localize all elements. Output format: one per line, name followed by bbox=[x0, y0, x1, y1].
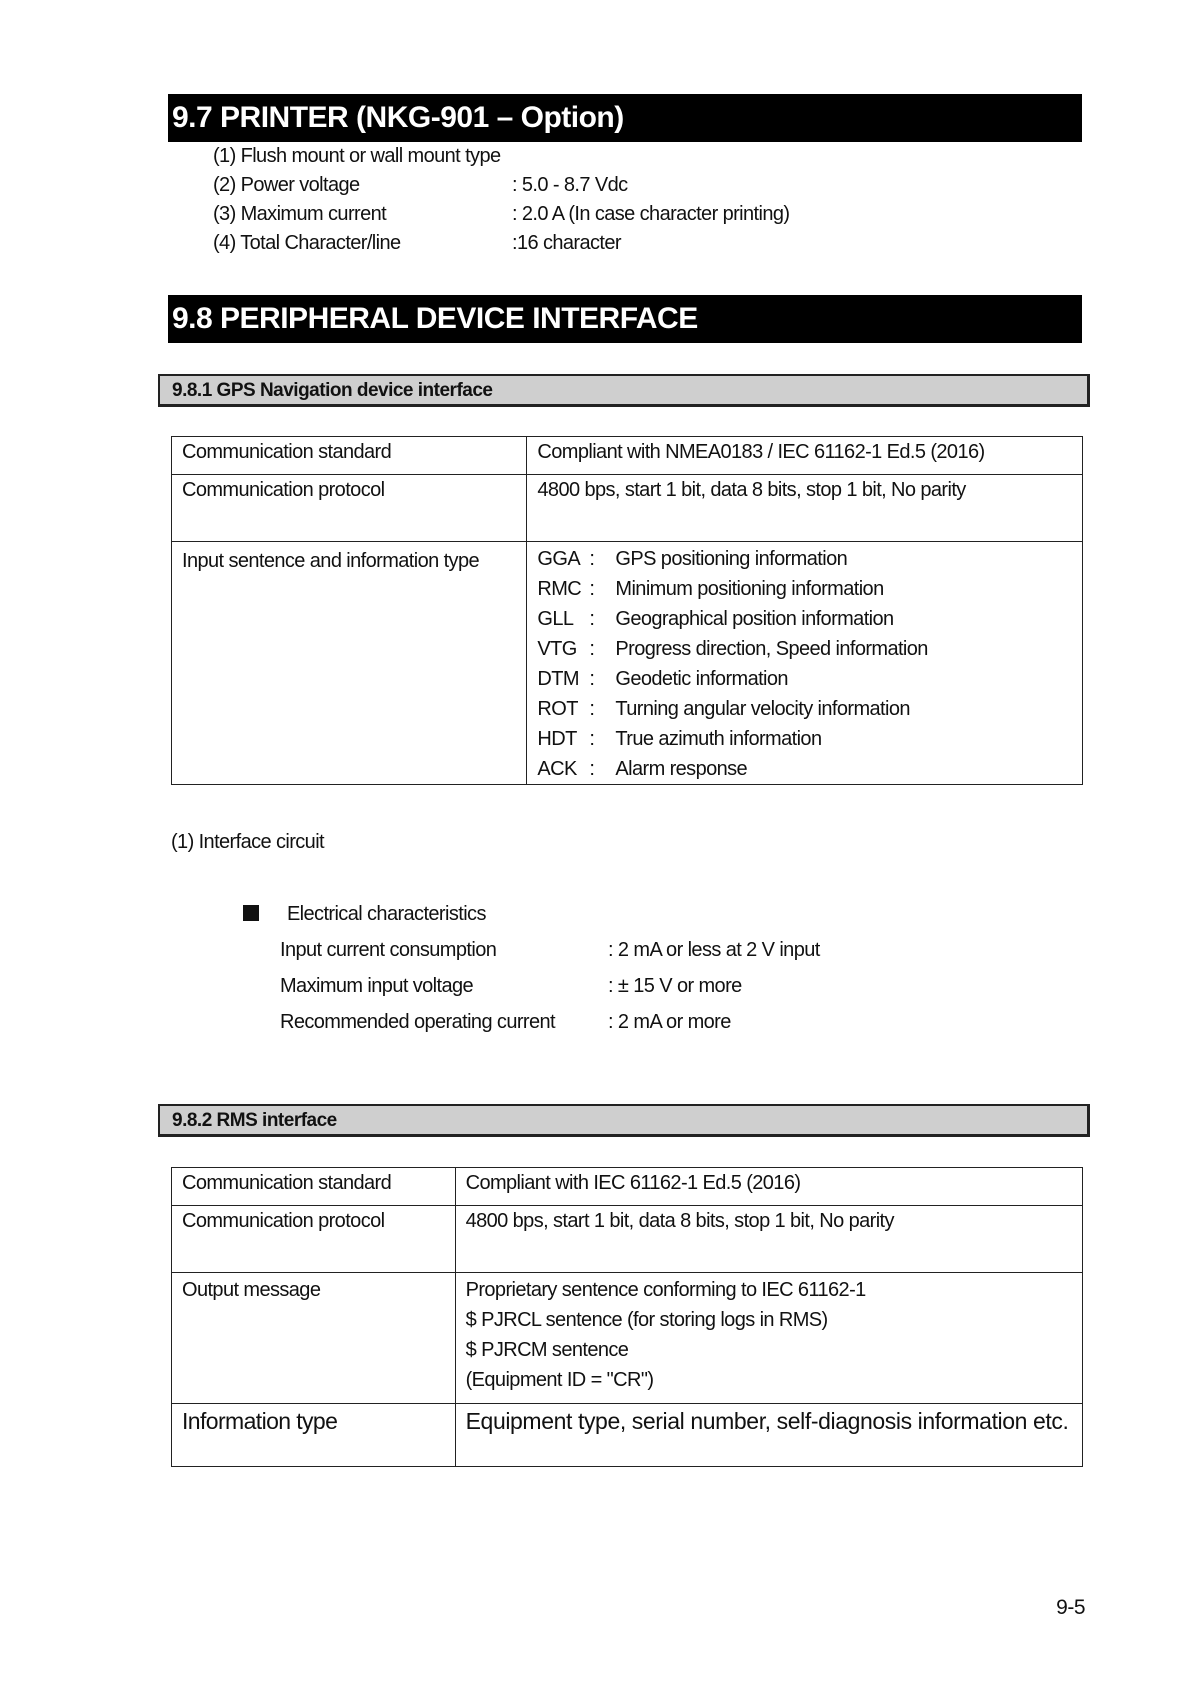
gps-comm-protocol-label: Communication protocol bbox=[172, 475, 527, 542]
sentence-separator: : bbox=[589, 668, 595, 690]
list-item bbox=[537, 754, 1072, 784]
table-row bbox=[172, 1168, 1083, 1206]
electrical-row-2-label: Maximum input voltage bbox=[280, 975, 474, 997]
rms-comm-standard-label: Communication standard bbox=[172, 1168, 456, 1206]
sentence-separator: : bbox=[589, 758, 595, 780]
table-row bbox=[172, 542, 1083, 785]
list-item bbox=[537, 694, 1072, 724]
sentence-code: DTM bbox=[537, 668, 579, 690]
sentence-code: GLL bbox=[537, 608, 574, 630]
sentence-separator: : bbox=[589, 548, 595, 570]
sentence-code: GGA bbox=[537, 548, 581, 570]
rms-information-type-label: Information type bbox=[172, 1404, 456, 1467]
rms-comm-protocol-value: 4800 bps, start 1 bit, data 8 bits, stop 1 bit, No parity bbox=[455, 1206, 1082, 1273]
section-heading-peripheral: 9.8 PERIPHERAL DEVICE INTERFACE bbox=[168, 295, 1082, 343]
sentence-description: Turning angular velocity information bbox=[615, 698, 910, 720]
printer-item-3-value: : 2.0 A (In case character printing) bbox=[512, 203, 790, 225]
sentence-separator: : bbox=[589, 608, 595, 630]
section-heading-printer: 9.7 PRINTER (NKG-901 – Option) bbox=[168, 94, 1082, 142]
rms-interface-table bbox=[171, 1167, 1083, 1467]
list-item: Proprietary sentence conforming to IEC 61162-1 bbox=[465, 1279, 866, 1301]
subsection-heading-gps: 9.8.1 GPS Navigation device interface bbox=[158, 374, 1090, 407]
electrical-row-1-label: Input current consumption bbox=[280, 939, 497, 961]
gps-interface-table bbox=[171, 436, 1083, 785]
sentence-code: HDT bbox=[537, 728, 577, 750]
rms-comm-standard-value: Compliant with IEC 61162-1 Ed.5 (2016) bbox=[455, 1168, 1082, 1206]
sentence-code: ROT bbox=[537, 698, 578, 720]
rms-output-message-label: Output message bbox=[172, 1273, 456, 1404]
printer-item-4-value: :16 character bbox=[512, 232, 621, 254]
sentence-description: GPS positioning information bbox=[615, 548, 848, 570]
sentence-description: Minimum positioning information bbox=[615, 578, 884, 600]
table-row bbox=[172, 1404, 1083, 1467]
page-number: 9-5 bbox=[1056, 1596, 1085, 1619]
printer-item-2-label: (2) Power voltage bbox=[213, 174, 360, 196]
gps-comm-standard-label: Communication standard bbox=[172, 437, 527, 475]
gps-input-sentence-list bbox=[527, 542, 1083, 785]
sentence-description: Geodetic information bbox=[615, 668, 788, 690]
printer-item-4-label: (4) Total Character/line bbox=[213, 232, 401, 254]
list-item bbox=[537, 664, 1072, 694]
electrical-heading: Electrical characteristics bbox=[286, 903, 486, 925]
printer-item-1-label: (1) Flush mount or wall mount type bbox=[213, 145, 501, 167]
gps-input-sentence-label: Input sentence and information type bbox=[172, 542, 527, 785]
table-row bbox=[172, 1206, 1083, 1273]
sentence-separator: : bbox=[589, 578, 595, 600]
list-item: $ PJRCM sentence bbox=[465, 1339, 629, 1361]
list-item: (Equipment ID = "CR") bbox=[465, 1369, 654, 1391]
sentence-description: Geographical position information bbox=[615, 608, 894, 630]
gps-comm-standard-value: Compliant with NMEA0183 / IEC 61162-1 Ed.5 (2016) bbox=[527, 437, 1083, 475]
table-row bbox=[172, 475, 1083, 542]
sentence-description: Alarm response bbox=[615, 758, 748, 780]
list-item bbox=[537, 604, 1072, 634]
rms-information-type-value: Equipment type, serial number, self-diagnosis information etc. bbox=[455, 1404, 1082, 1467]
list-item: $ PJRCL sentence (for storing logs in RMS) bbox=[465, 1309, 828, 1331]
interface-circuit-heading: (1) Interface circuit bbox=[171, 831, 325, 853]
sentence-separator: : bbox=[589, 698, 595, 720]
electrical-row-1-value: : 2 mA or less at 2 V input bbox=[608, 939, 820, 961]
sentence-description: True azimuth information bbox=[615, 728, 822, 750]
rms-output-message-list bbox=[455, 1273, 1082, 1404]
sentence-separator: : bbox=[589, 728, 595, 750]
sentence-description: Progress direction, Speed information bbox=[615, 638, 928, 660]
gps-comm-protocol-value: 4800 bps, start 1 bit, data 8 bits, stop 1 bit, No parity bbox=[527, 475, 1083, 542]
electrical-row-2-value: : ± 15 V or more bbox=[608, 975, 742, 997]
list-item bbox=[537, 724, 1072, 754]
sentence-code: VTG bbox=[537, 638, 577, 660]
table-row bbox=[172, 1273, 1083, 1404]
electrical-row-3-label: Recommended operating current bbox=[280, 1011, 555, 1033]
printer-item-2-value: : 5.0 - 8.7 Vdc bbox=[512, 174, 628, 196]
rms-comm-protocol-label: Communication protocol bbox=[172, 1206, 456, 1273]
table-row bbox=[172, 437, 1083, 475]
electrical-heading-row bbox=[243, 902, 486, 926]
printer-item-3-label: (3) Maximum current bbox=[213, 203, 387, 225]
list-item bbox=[537, 634, 1072, 664]
electrical-row-3-value: : 2 mA or more bbox=[608, 1011, 731, 1033]
sentence-separator: : bbox=[589, 638, 595, 660]
square-bullet-icon bbox=[243, 905, 259, 921]
sentence-code: ACK bbox=[537, 758, 577, 780]
list-item bbox=[537, 574, 1072, 604]
list-item bbox=[537, 544, 1072, 574]
sentence-code: RMC bbox=[537, 578, 582, 600]
subsection-heading-rms: 9.8.2 RMS interface bbox=[158, 1104, 1090, 1137]
